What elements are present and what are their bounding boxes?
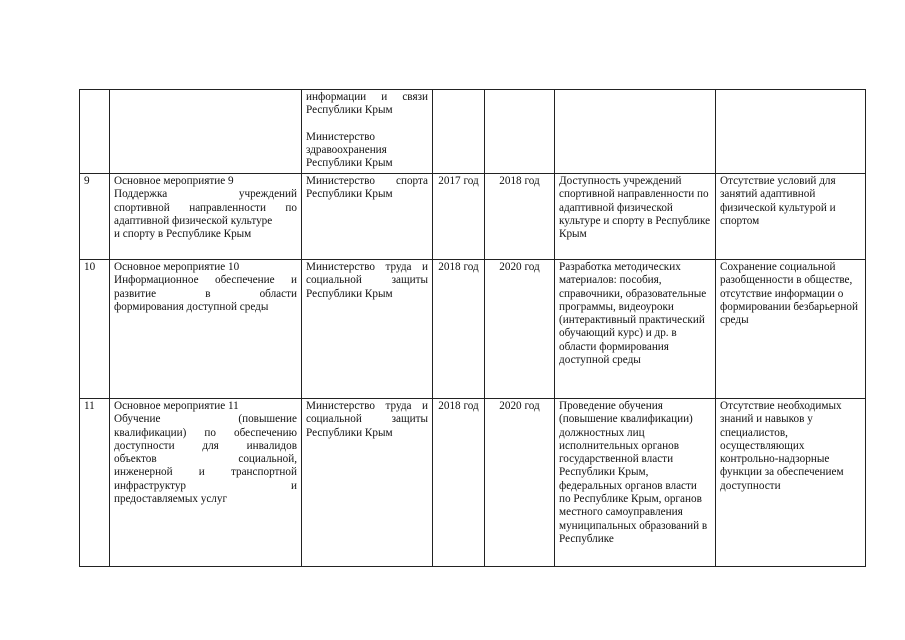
measure-name-line: Поддержка учреждений [114,188,297,201]
executor-text: информации и связи Республики Крым [306,91,428,117]
executor-text: Министерство здравоохранения Республики Крым [306,130,393,170]
measure-name-line: инженерной и транспортной [114,466,297,479]
executor-cell [302,260,433,399]
measure-name-line: объектов социальной, [114,453,297,466]
table-row [80,90,866,174]
start-year-cell: 2018 год [433,260,485,399]
measure-name-line: и спорту в Республике Крым [114,228,252,241]
row-number-cell: 10 [80,260,110,399]
expected-result-cell [555,90,716,174]
measure-name-line: инфраструктур и [114,479,297,492]
measure-name-line: адаптивной физической культуре [114,214,273,227]
measure-name-line: доступности для инвалидов [114,439,297,452]
end-year-cell [485,90,555,174]
consequence-cell [716,90,866,174]
measures-table [79,89,866,567]
consequence-cell: Сохранение социальной разобщенности в обществе, отсутствие информации о формировании безбарьерной среды [716,260,866,399]
expected-result-cell: Проведение обучения (повышение квалификации) должностных лиц исполнительных органов государственной власти Республики Крым, федеральных органов власти по Республике Крым, органов местного самоуправления муниципальных образований в Республике [555,399,716,567]
end-year-cell: 2020 год [485,260,555,399]
executor-cell [302,174,433,260]
row-number-cell [80,90,110,174]
measure-name-line: развитие в области [114,287,297,300]
executor-cell [302,399,433,567]
measure-name-line: Информационное обеспечение и [114,274,297,287]
measure-name-line: формирования доступной среды [114,300,269,313]
measure-name-line: спортивной направленности по [114,201,297,214]
executor-text: Министерство труда и социальной защиты Республики Крым [306,400,428,439]
expected-result-cell: Разработка методических материалов: пособия, справочники, образовательные программы, видеоуроки (интерактивный практический обучающий курс) и др. в области формирования доступной среды [555,260,716,399]
table-row [80,260,866,399]
row-number-cell: 9 [80,174,110,260]
end-year-cell: 2018 год [485,174,555,260]
row-number-cell: 11 [80,399,110,567]
consequence-cell: Отсутствие необходимых знаний и навыков у специалистов, осуществляющих контрольно-надзорные функции за обеспечением доступности [716,399,866,567]
executor-cell [302,90,433,174]
start-year-cell [433,90,485,174]
table-row [80,174,866,260]
expected-result-cell: Доступность учреждений спортивной направленности по адаптивной физической культуре и спорту в Республике Крым [555,174,716,260]
executor-text: Министерство спорта Республики Крым [306,175,428,201]
executor-text: Министерство труда и социальной защиты Республики Крым [306,261,428,300]
measure-name-cell [110,90,302,174]
measure-name-line: квалификации) по обеспечению [114,426,297,439]
measure-name-cell [110,260,302,399]
measure-name-line: Обучение (повышение [114,413,297,426]
measure-name-line: Основное мероприятие 9 [114,175,234,187]
end-year-cell: 2020 год [485,399,555,567]
measure-name-line: Основное мероприятие 11 [114,400,239,412]
consequence-cell: Отсутствие условий для занятий адаптивной физической культурой и спортом [716,174,866,260]
table-row [80,399,866,567]
measure-name-cell [110,399,302,567]
measure-name-line: Основное мероприятие 10 [114,261,240,273]
measure-name-line: предоставляемых услуг [114,493,228,506]
measure-name-cell [110,174,302,260]
start-year-cell: 2018 год [433,399,485,567]
start-year-cell: 2017 год [433,174,485,260]
